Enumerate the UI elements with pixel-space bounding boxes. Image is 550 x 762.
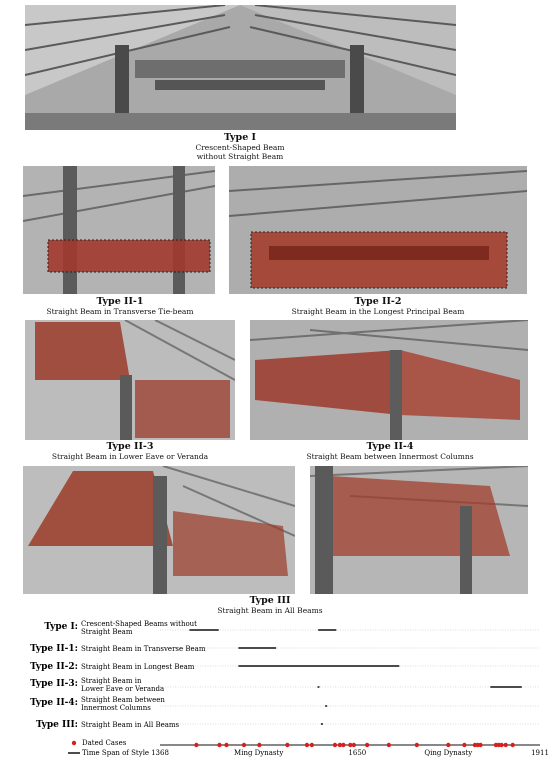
dated-case-dot (365, 743, 369, 747)
dated-case-dot (478, 743, 482, 747)
row-label: Straight Beam (81, 628, 133, 636)
dated-case-dot (242, 743, 246, 747)
caption-subtitle: Straight Beam in Transverse Tie-beam (46, 306, 194, 316)
dated-case-dot (224, 743, 228, 747)
tick-label: 1911 (531, 749, 549, 757)
photo-type-i (25, 5, 456, 130)
row-label: Straight Beam in (81, 677, 142, 685)
dated-case-dot (305, 743, 309, 747)
caption-subtitle-line1: Crescent-Shaped Beam (195, 142, 285, 152)
legend-label: Time Span of Style (82, 749, 150, 757)
dated-case-dot (511, 743, 515, 747)
caption-type-iii (170, 596, 370, 616)
caption-type-ii-2 (268, 297, 488, 317)
caption-subtitle-line2: without Straight Beam (196, 151, 284, 161)
tick-label: Ming Dynasty (234, 749, 284, 757)
row-code: Type II-2: (30, 662, 78, 672)
tick-label: 1368 (151, 749, 169, 757)
photo-type-ii-1 (23, 166, 215, 294)
photo-type-ii-2 (229, 166, 527, 294)
caption-title: Type II-3 (106, 441, 154, 452)
photo-type-ii-3 (25, 320, 235, 440)
photo-type-iii-right (310, 466, 528, 594)
dated-case-dot (415, 743, 419, 747)
tick-label: Qing Dynasty (424, 749, 473, 757)
row-label: Straight Beam in Longest Beam (81, 663, 195, 671)
dated-case-dot (462, 743, 466, 747)
timeline-chart (0, 618, 550, 762)
row-code: Type II-1: (30, 644, 78, 654)
caption-type-ii-3 (30, 442, 230, 462)
dated-case-dot (341, 743, 345, 747)
row-code: Type II-3: (30, 679, 78, 689)
dated-case-dot (446, 743, 450, 747)
row-label: Innermost Columns (81, 704, 151, 712)
dated-case-dot (217, 743, 221, 747)
row-label: Straight Beam between (81, 696, 165, 704)
caption-subtitle: Straight Beam between Innermost Columns (306, 451, 474, 461)
dated-case-dot (499, 743, 503, 747)
dated-case-dot (310, 743, 314, 747)
row-label: Straight Beam in All Beams (81, 721, 180, 729)
legend-label: Dated Cases (82, 739, 127, 747)
caption-title: Type II-1 (96, 296, 144, 307)
caption-type-i (140, 133, 340, 161)
caption-title: Type III (249, 595, 291, 606)
photo-type-ii-4 (250, 320, 528, 440)
dated-case-dot (387, 743, 391, 747)
dated-case-dot (194, 743, 198, 747)
caption-type-ii-4 (290, 442, 490, 462)
caption-title: Type II-2 (354, 296, 402, 307)
photo-type-iii-left (23, 466, 295, 594)
row-code: Type II-4: (30, 698, 78, 708)
row-label: Crescent-Shaped Beams without (81, 620, 197, 628)
row-code: Type III: (35, 720, 78, 730)
caption-subtitle: Straight Beam in the Longest Principal Beam (291, 306, 465, 316)
tick-label: 1650 (348, 749, 367, 757)
dated-case-dot (504, 743, 508, 747)
row-label: Lower Eave or Veranda (81, 685, 165, 693)
dated-case-dot (352, 743, 356, 747)
legend-dot (72, 741, 76, 745)
caption-type-ii-1 (20, 297, 220, 317)
caption-subtitle: Straight Beam in Lower Eave or Veranda (51, 451, 209, 461)
dated-case-dot (285, 743, 289, 747)
caption-subtitle: Straight Beam in All Beams (217, 605, 323, 615)
caption-title: Type I (224, 132, 256, 143)
row-code: Type I: (44, 622, 78, 632)
caption-title: Type II-4 (366, 441, 414, 452)
row-label: Straight Beam in Transverse Beam (81, 645, 206, 653)
dated-case-dot (333, 743, 337, 747)
dated-case-dot (257, 743, 261, 747)
